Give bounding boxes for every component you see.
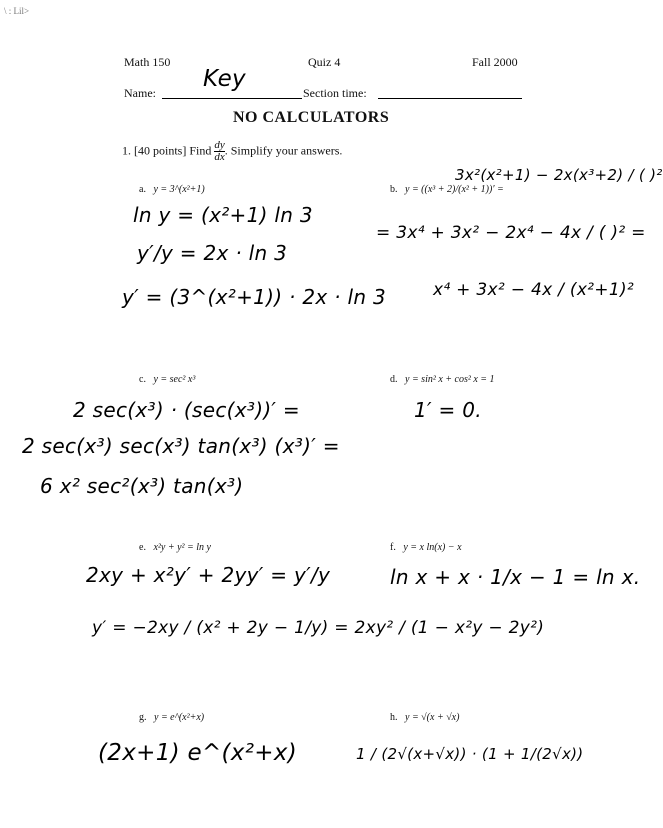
part-a-work-1: ln y = (x²+1) ln 3 — [133, 203, 313, 227]
frac-numerator: dy — [214, 139, 225, 151]
part-e-work-2: y′ = −2xy / (x² + 2y − 1/y) = 2xy² / (1 − x²y − 2y²) — [92, 618, 545, 638]
name-label: Name: — [124, 86, 156, 100]
problem-statement — [122, 140, 342, 163]
part-b-question: y = ((x³ + 2)/(x² + 1))′ = — [405, 184, 504, 195]
name-underline — [162, 98, 302, 99]
part-f-label: f. — [390, 542, 396, 553]
part-g-label: g. — [139, 712, 147, 723]
part-c-work-2: 2 sec(x³) sec(x³) tan(x³) (x³)′ = — [22, 434, 340, 458]
part-c-work-1: 2 sec(x³) · (sec(x³))′ = — [73, 398, 300, 422]
part-h-question: y = √(x + √x) — [405, 712, 460, 723]
part-h-label: h. — [390, 712, 398, 723]
scan-mark: \ : Lil> — [4, 6, 30, 16]
part-c-label: c. — [139, 374, 146, 385]
course-label: Math 150 — [124, 55, 171, 69]
part-f — [390, 542, 462, 553]
part-g — [139, 712, 204, 723]
problem-number: 1. — [122, 143, 131, 158]
part-b-label: b. — [390, 184, 398, 195]
dy-dx-fraction — [214, 140, 224, 163]
part-d — [390, 374, 495, 385]
part-g-question: y = e^(x²+x) — [154, 712, 205, 723]
part-e-label: e. — [139, 542, 146, 553]
part-c-work-3: 6 x² sec²(x³) tan(x³) — [40, 474, 244, 498]
part-h-work-1: 1 / (2√(x+√x)) · (1 + 1/(2√x)) — [356, 745, 584, 763]
part-a-label: a. — [139, 184, 146, 195]
part-c — [139, 374, 195, 385]
problem-text-before: [40 points] Find — [134, 143, 212, 158]
frac-denominator: dx — [214, 151, 225, 163]
part-d-work-1: 1′ = 0. — [414, 398, 482, 422]
problem-text-after: . Simplify your answers. — [224, 143, 343, 158]
part-f-work-1: ln x + x · 1/x − 1 = ln x. — [390, 565, 641, 589]
part-b-work-1: 3x²(x²+1) − 2x(x³+2) / ( )² — [455, 166, 663, 184]
part-d-label: d. — [390, 374, 398, 385]
part-a-question: y = 3^(x²+1) — [153, 184, 205, 195]
part-e-work-1: 2xy + x²y′ + 2yy′ = y′/y — [86, 563, 331, 587]
part-c-question: y = sec² x³ — [153, 374, 196, 385]
part-b-work-2: = 3x⁴ + 3x² − 2x⁴ − 4x / ( )² = — [376, 223, 646, 243]
part-b-work-3: x⁴ + 3x² − 4x / (x²+1)² — [433, 280, 634, 300]
section-label: Section time: — [303, 86, 367, 100]
section-underline — [378, 98, 522, 99]
part-a-work-3: y′ = (3^(x²+1)) · 2x · ln 3 — [122, 285, 386, 309]
part-b — [390, 184, 504, 195]
part-a-work-2: y′/y = 2x · ln 3 — [137, 241, 288, 265]
term-label: Fall 2000 — [472, 55, 518, 69]
part-g-work-1: (2x+1) e^(x²+x) — [98, 740, 297, 766]
part-e-question: x²y + y² = ln y — [153, 542, 211, 553]
part-f-question: y = x ln(x) − x — [403, 542, 462, 553]
name-value: Key — [203, 66, 246, 92]
part-h — [390, 712, 459, 723]
page-title: NO CALCULATORS — [233, 109, 390, 126]
part-e — [139, 542, 211, 553]
part-d-question: y = sin² x + cos² x = 1 — [405, 374, 495, 385]
quiz-label: Quiz 4 — [308, 55, 341, 69]
part-a — [139, 184, 205, 195]
